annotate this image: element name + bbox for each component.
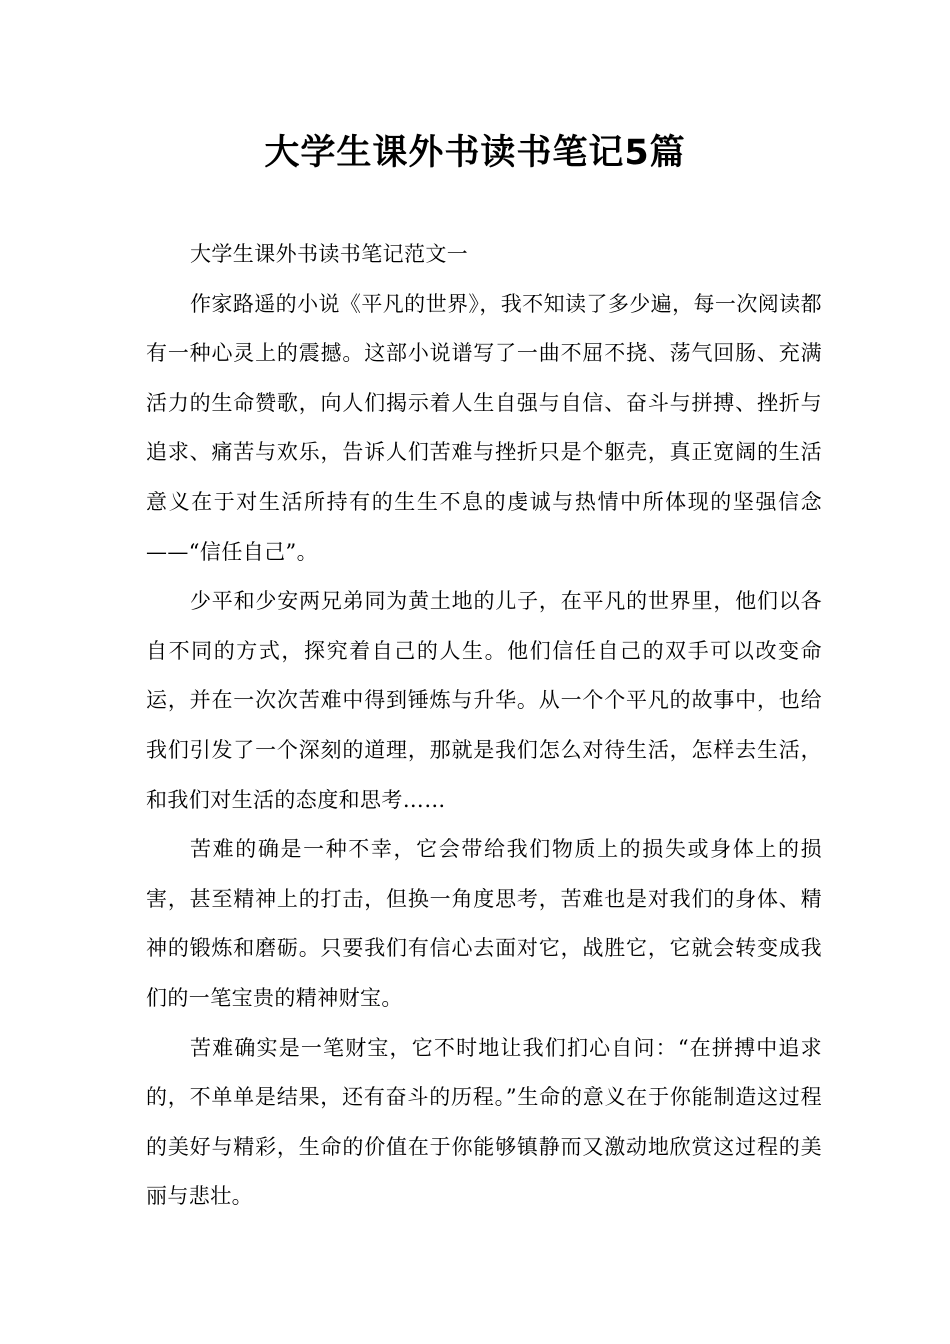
paragraph-1: 作家路遥的小说《平凡的世界》，我不知读了多少遍，每一次阅读都有一种心灵上的震撼。这部小说谱写了一曲不屈不挠、荡气回肠、充满活力的生命赞歌，向人们揭示着人生自强与自信、奋斗与拼搏、挫折与追求、痛苦与欢乐，告诉人们苦难与挫折只是个躯壳，真正宽阔的生活意义在于对生活所持有的生生不息的虔诚与热情中所体现的坚强信念——“信任自己”。 — [146, 291, 822, 564]
section-heading: 大学生课外书读书笔记范文一 — [190, 242, 469, 266]
document-body — [146, 230, 822, 1222]
document-title: 大学生课外书读书笔记5篇 — [264, 133, 686, 173]
paragraph-3: 苦难的确是一种不幸，它会带给我们物质上的损失或身体上的损害，甚至精神上的打击，但换一角度思考，苦难也是对我们的身体、精神的锻炼和磨砺。只要我们有信心去面对它，战胜它，它就会转变成我们的一笔宝贵的精神财宝。 — [146, 837, 822, 1010]
paragraph-4: 苦难确实是一笔财宝，它不时地让我们扪心自问：“在拼搏中追求的，不单单是结果，还有奋斗的历程。”生命的意义在于你能制造这过程的美好与精彩，生命的价值在于你能够镇静而又激动地欣赏这过程的美丽与悲壮。 — [146, 1035, 822, 1209]
paragraph-2: 少平和少安两兄弟同为黄土地的儿子，在平凡的世界里，他们以各自不同的方式，探究着自己的人生。他们信任自己的双手可以改变命运，并在一次次苦难中得到锤炼与升华。从一个个平凡的故事中，也给我们引发了一个深刻的道理，那就是我们怎么对待生活，怎样去生活，和我们对生活的态度和思考…… — [146, 589, 822, 812]
